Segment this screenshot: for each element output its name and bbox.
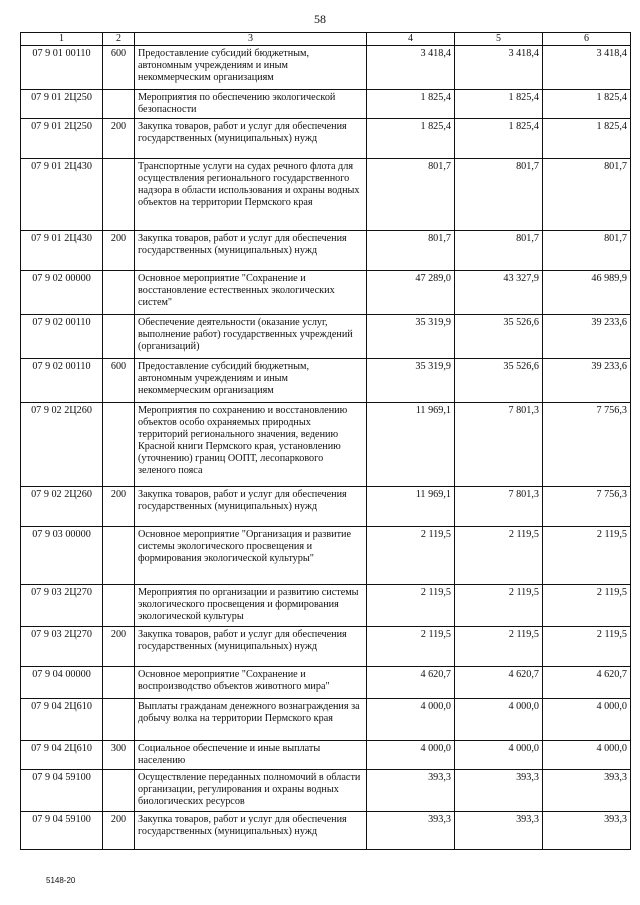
table-row	[21, 118, 631, 158]
column-header: 4	[367, 33, 455, 46]
row-expense-type	[103, 584, 135, 626]
row-value-col6: 2 119,5	[543, 626, 631, 666]
row-name: Основное мероприятие "Сохранение и восстановление естественных экологических систем"	[135, 270, 367, 314]
row-value-col5: 1 825,4	[455, 89, 543, 118]
row-code: 07 9 02 00000	[21, 270, 103, 314]
row-value-col5: 4 000,0	[455, 698, 543, 740]
row-code: 07 9 01 2Ц430	[21, 230, 103, 270]
row-expense-type: 200	[103, 486, 135, 526]
row-value-col6: 2 119,5	[543, 584, 631, 626]
row-code: 07 9 03 00000	[21, 526, 103, 584]
row-value-col6: 2 119,5	[543, 526, 631, 584]
footer-document-code: 5148-20	[46, 876, 76, 885]
row-code: 07 9 02 00110	[21, 314, 103, 358]
row-value-col6: 7 756,3	[543, 486, 631, 526]
row-value-col6: 801,7	[543, 230, 631, 270]
row-value-col4: 801,7	[367, 158, 455, 230]
row-value-col6: 4 620,7	[543, 666, 631, 698]
row-name: Предоставление субсидий бюджетным, автономным учреждениям и иным некоммерческим организациям	[135, 45, 367, 89]
row-value-col5: 393,3	[455, 769, 543, 811]
row-value-col5: 3 418,4	[455, 45, 543, 89]
row-value-col4: 4 000,0	[367, 698, 455, 740]
row-value-col4: 801,7	[367, 230, 455, 270]
row-value-col5: 2 119,5	[455, 526, 543, 584]
row-expense-type: 200	[103, 230, 135, 270]
table-row	[21, 698, 631, 740]
row-value-col4: 393,3	[367, 769, 455, 811]
row-value-col5: 801,7	[455, 158, 543, 230]
row-value-col6: 4 000,0	[543, 698, 631, 740]
column-header: 3	[135, 33, 367, 46]
row-expense-type	[103, 402, 135, 486]
row-value-col5: 4 620,7	[455, 666, 543, 698]
row-value-col4: 2 119,5	[367, 526, 455, 584]
row-name: Основное мероприятие "Организация и развитие системы экологического просвещения и формирования экологической культуры"	[135, 526, 367, 584]
row-code: 07 9 02 00110	[21, 358, 103, 402]
table-row	[21, 584, 631, 626]
column-header: 2	[103, 33, 135, 46]
row-name: Закупка товаров, работ и услуг для обеспечения государственных (муниципальных) нужд	[135, 626, 367, 666]
table-row	[21, 158, 631, 230]
row-code: 07 9 04 00000	[21, 666, 103, 698]
table-row	[21, 270, 631, 314]
row-value-col5: 801,7	[455, 230, 543, 270]
table-row	[21, 358, 631, 402]
row-expense-type	[103, 666, 135, 698]
row-value-col6: 7 756,3	[543, 402, 631, 486]
column-header: 5	[455, 33, 543, 46]
row-name: Транспортные услуги на судах речного флота для осуществления регионального государственного надзора в области использования и охраны водных объектов на территории Пермского края	[135, 158, 367, 230]
row-value-col5: 1 825,4	[455, 118, 543, 158]
table-row	[21, 230, 631, 270]
table-row	[21, 666, 631, 698]
row-value-col5: 43 327,9	[455, 270, 543, 314]
row-value-col6: 393,3	[543, 769, 631, 811]
row-name: Закупка товаров, работ и услуг для обеспечения государственных (муниципальных) нужд	[135, 811, 367, 849]
row-value-col4: 35 319,9	[367, 358, 455, 402]
row-expense-type: 600	[103, 45, 135, 89]
row-code: 07 9 03 2Ц270	[21, 584, 103, 626]
page-number: 58	[314, 12, 326, 26]
table-body	[21, 45, 631, 849]
row-value-col5: 7 801,3	[455, 402, 543, 486]
row-value-col6: 801,7	[543, 158, 631, 230]
table-header-row	[21, 33, 631, 46]
row-value-col6: 46 989,9	[543, 270, 631, 314]
row-value-col5: 2 119,5	[455, 584, 543, 626]
row-value-col6: 39 233,6	[543, 314, 631, 358]
row-expense-type: 200	[103, 626, 135, 666]
row-name: Выплаты гражданам денежного вознаграждения за добычу волка на территории Пермского края	[135, 698, 367, 740]
row-value-col5: 393,3	[455, 811, 543, 849]
column-header: 6	[543, 33, 631, 46]
row-name: Мероприятия по сохранению и восстановлению объектов особо охраняемых природных территорий регионального значения, ведению Красной книги Пермского края, установлению (уточнению) границ ООПТ, лесопаркового зеленого пояса	[135, 402, 367, 486]
table-row	[21, 769, 631, 811]
row-expense-type	[103, 158, 135, 230]
table-row	[21, 626, 631, 666]
row-value-col6: 39 233,6	[543, 358, 631, 402]
table-row	[21, 740, 631, 769]
table-row	[21, 89, 631, 118]
row-expense-type	[103, 314, 135, 358]
row-code: 07 9 03 2Ц270	[21, 626, 103, 666]
row-value-col4: 2 119,5	[367, 626, 455, 666]
row-code: 07 9 02 2Ц260	[21, 486, 103, 526]
row-value-col4: 4 000,0	[367, 740, 455, 769]
row-value-col4: 11 969,1	[367, 402, 455, 486]
row-value-col4: 47 289,0	[367, 270, 455, 314]
row-expense-type: 600	[103, 358, 135, 402]
row-expense-type	[103, 769, 135, 811]
row-code: 07 9 02 2Ц260	[21, 402, 103, 486]
row-value-col6: 1 825,4	[543, 118, 631, 158]
row-code: 07 9 04 2Ц610	[21, 698, 103, 740]
budget-table	[20, 32, 631, 850]
row-value-col6: 393,3	[543, 811, 631, 849]
row-value-col5: 7 801,3	[455, 486, 543, 526]
row-code: 07 9 04 59100	[21, 769, 103, 811]
row-expense-type: 300	[103, 740, 135, 769]
table-row	[21, 45, 631, 89]
row-value-col4: 4 620,7	[367, 666, 455, 698]
row-code: 07 9 01 2Ц250	[21, 89, 103, 118]
table-row	[21, 526, 631, 584]
row-value-col4: 1 825,4	[367, 89, 455, 118]
row-code: 07 9 01 2Ц250	[21, 118, 103, 158]
row-value-col5: 35 526,6	[455, 314, 543, 358]
row-code: 07 9 04 59100	[21, 811, 103, 849]
row-expense-type	[103, 526, 135, 584]
row-value-col6: 4 000,0	[543, 740, 631, 769]
table-row	[21, 402, 631, 486]
row-name: Предоставление субсидий бюджетным, автономным учреждениям и иным некоммерческим организациям	[135, 358, 367, 402]
row-value-col5: 4 000,0	[455, 740, 543, 769]
row-expense-type	[103, 698, 135, 740]
table-row	[21, 811, 631, 849]
row-name: Мероприятия по обеспечению экологической безопасности	[135, 89, 367, 118]
row-value-col5: 35 526,6	[455, 358, 543, 402]
row-expense-type: 200	[103, 811, 135, 849]
row-value-col4: 11 969,1	[367, 486, 455, 526]
row-code: 07 9 01 2Ц430	[21, 158, 103, 230]
row-code: 07 9 04 2Ц610	[21, 740, 103, 769]
table-row	[21, 486, 631, 526]
row-name: Обеспечение деятельности (оказание услуг, выполнение работ) государственных учреждений (организаций)	[135, 314, 367, 358]
row-value-col4: 1 825,4	[367, 118, 455, 158]
row-expense-type: 200	[103, 118, 135, 158]
column-header: 1	[21, 33, 103, 46]
row-expense-type	[103, 270, 135, 314]
row-name: Осуществление переданных полномочий в области организации, регулирования и охраны водных биологических ресурсов	[135, 769, 367, 811]
row-value-col4: 2 119,5	[367, 584, 455, 626]
row-value-col6: 1 825,4	[543, 89, 631, 118]
row-value-col4: 3 418,4	[367, 45, 455, 89]
row-expense-type	[103, 89, 135, 118]
row-value-col6: 3 418,4	[543, 45, 631, 89]
table-row	[21, 314, 631, 358]
row-name: Закупка товаров, работ и услуг для обеспечения государственных (муниципальных) нужд	[135, 118, 367, 158]
row-value-col4: 393,3	[367, 811, 455, 849]
row-value-col4: 35 319,9	[367, 314, 455, 358]
row-name: Мероприятия по организации и развитию системы экологического просвещения и формирования экологической культуры	[135, 584, 367, 626]
row-name: Закупка товаров, работ и услуг для обеспечения государственных (муниципальных) нужд	[135, 230, 367, 270]
row-name: Закупка товаров, работ и услуг для обеспечения государственных (муниципальных) нужд	[135, 486, 367, 526]
row-code: 07 9 01 00110	[21, 45, 103, 89]
row-name: Основное мероприятие "Сохранение и воспроизводство объектов животного мира"	[135, 666, 367, 698]
row-value-col5: 2 119,5	[455, 626, 543, 666]
row-name: Социальное обеспечение и иные выплаты населению	[135, 740, 367, 769]
